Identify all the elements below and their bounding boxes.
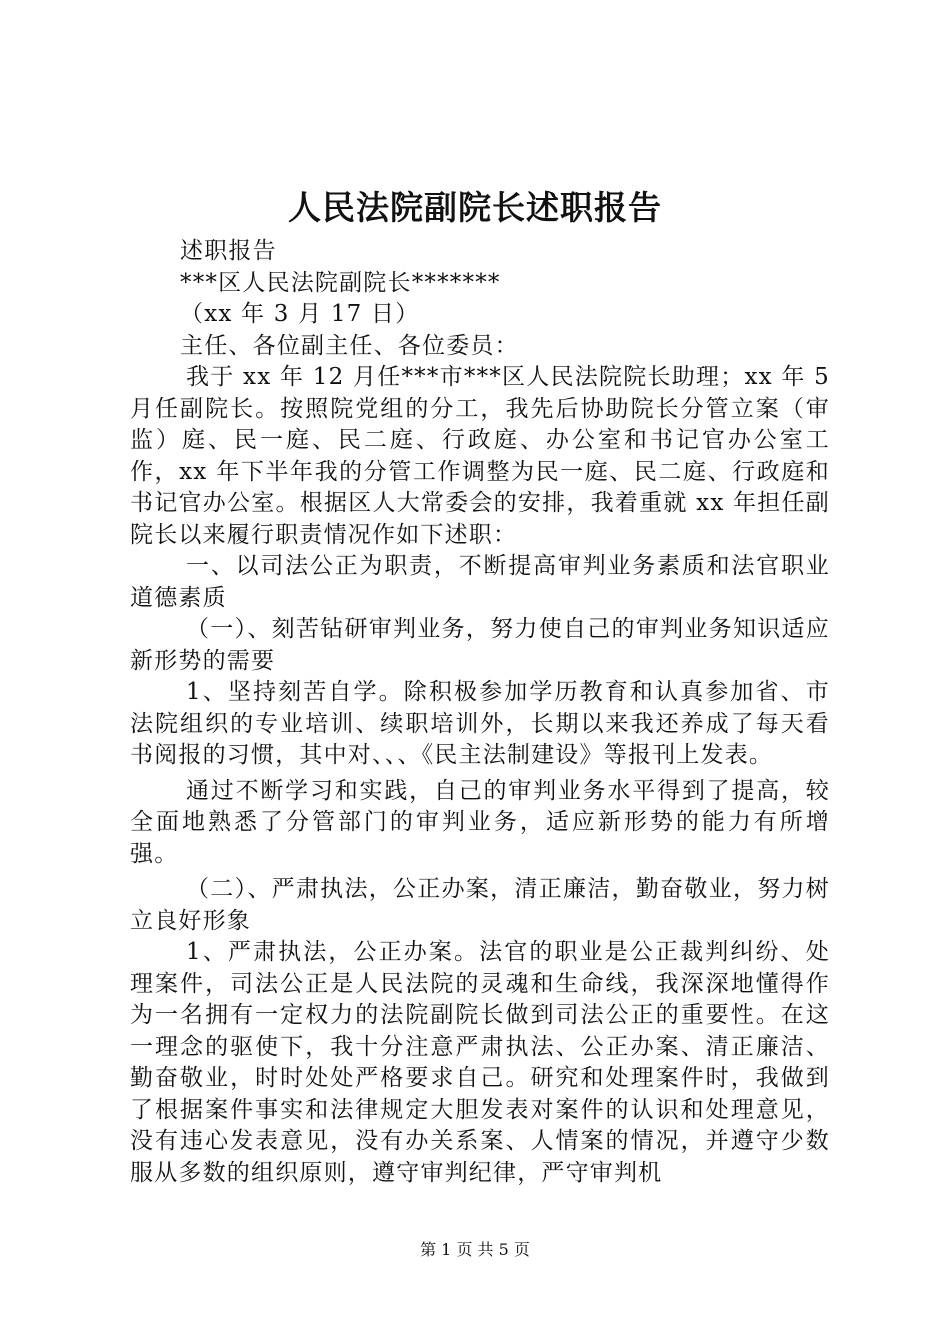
salutation: 主任、各位副主任、各位委员： bbox=[180, 332, 519, 359]
paragraph: 1、坚持刻苦自学。除积极参加学历教育和认真参加省、市法院组织的专业培训、续职培训外，长期以来我还养成了每天看书阅报的习惯，其中对、、、《民主法制建设》等报刊上发表。 bbox=[130, 679, 830, 768]
paragraph: 1、严肃执法，公正办案。法官的职业是公正裁判纠纷、处理案件，司法公正是人民法院的灵魂和生命线，我深深地懂得作为一名拥有一定权力的法院副院长做到司法公正的重要性。在这一理念的驱使下，我十分注意严肃执法、公正办案、清正廉洁、勤奋敬业，时时处处严格要求自己。研究和处理案件时，我做到了根据案件事实和法律规定大胆发表对案件的认识和处理意见，没有违心发表意见，没有办关系案、人情案的情况，并遵守少数服从多数的组织原则，遵守审判纪律，严守审判机 bbox=[130, 939, 830, 1186]
date-line: （xx 年 3 月 17 日） bbox=[180, 301, 420, 327]
subsection-heading: （一）、刻苦钻研审判业务，努力使自己的审判业务知识适应新形势的需要 bbox=[130, 616, 830, 674]
paragraph: 通过不断学习和实践，自己的审判业务水平得到了提高，较全面地熟悉了分管部门的审判业务，适应新形势的能力有所增强。 bbox=[130, 777, 830, 867]
document-body bbox=[130, 236, 830, 1189]
document-title: 人民法院副院长述职报告 bbox=[288, 188, 662, 227]
section-heading: 一、以司法公正为职责，不断提高审判业务素质和法官职业道德素质 bbox=[130, 553, 830, 611]
author-line: ***区人民法院副院长******* bbox=[180, 269, 501, 296]
subsection-heading: （二）、严肃执法，公正办案，清正廉洁，勤奋敬业，努力树立良好形象 bbox=[130, 876, 830, 934]
paragraph: 我于 xx 年 12 月任***市***区人民法院院长助理；xx 年 5 月任副院长。按照院党组的分工，我先后协助院长分管立案（审监）庭、民一庭、民二庭、行政庭、办公室和书记官办公室工作，xx 年下半年我的分管工作调整为民一庭、民二庭、行政庭和书记官办公室。根据区人大常委会的安排，我着重就 xx 年担任副院长以来履行职责情况作如下述职： bbox=[130, 364, 830, 548]
page-indicator: 第 1 页 共 5 页 bbox=[420, 1240, 530, 1259]
heading-label: 述职报告 bbox=[180, 238, 277, 264]
